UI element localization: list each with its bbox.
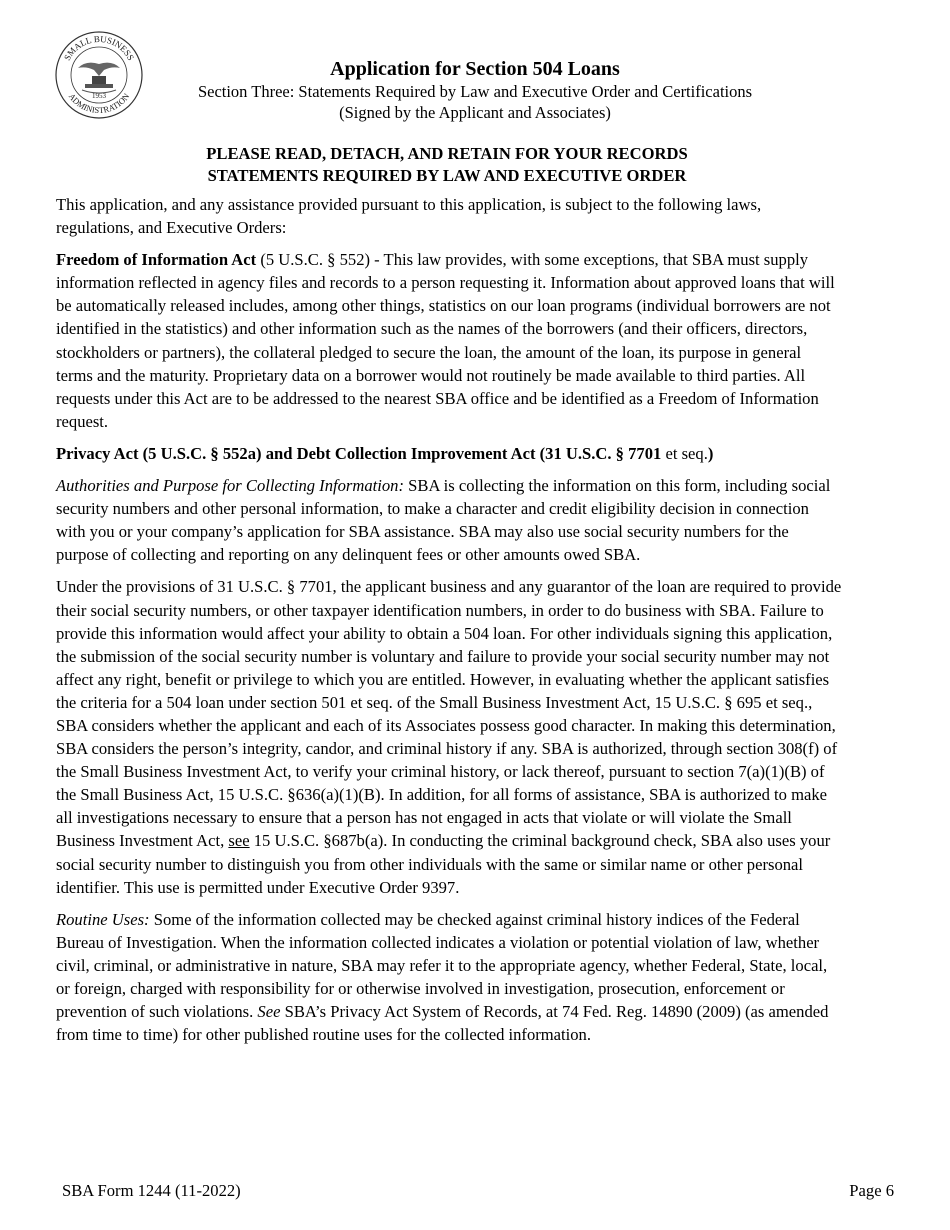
document-body <box>56 193 842 1055</box>
foia-text: - This law provides, with some exceptions, that SBA must supply information reflected in agency files and records to a person requesting it. Information about approved loans that will be automatically released includes, among other things, statistics on our loan programs (individual borrowers are not identified in the statistics) and other information such as the names of the borrowers (and their officers, directors, stockholders or partners), the collateral pledged to secure the loan, the amount of the loan, its purpose in general terms and the maturity. Proprietary data on a borrower would not routinely be made available to third parties. All requests under this Act are to be addressed to the nearest SBA office and be identified as a Freedom of Information request. <box>56 250 835 431</box>
sba-seal-logo <box>54 30 144 120</box>
svg-text:SMALL BUSINESS: SMALL BUSINESS <box>61 33 137 63</box>
notice-line-1: PLEASE READ, DETACH, AND RETAIN FOR YOUR RECORDS <box>206 144 688 163</box>
authorities-text: SBA is collecting the information on this form, including social security numbers and other personal information, to make a character and credit eligibility decision in connection with you or your company’s application for SBA assistance. SBA may also use social security numbers for the purpose of collecting and reporting on any delinquent fees or other amounts owed SBA. <box>56 476 831 565</box>
intro-paragraph: This application, and any assistance provided pursuant to this application, is subject to the following laws, regulations, and Executive Orders: <box>56 195 762 238</box>
svg-text:ADMINISTRATION: ADMINISTRATION <box>66 91 132 116</box>
foia-cite: (5 U.S.C. § 552) <box>256 250 371 270</box>
svg-text:1953: 1953 <box>92 92 106 100</box>
foia-paragraph <box>56 248 842 433</box>
foia-heading: Freedom of Information Act <box>56 250 257 270</box>
notice-line-2: STATEMENTS REQUIRED BY LAW AND EXECUTIVE ORDER <box>207 166 687 185</box>
privacy-heading: Privacy Act (5 U.S.C. § 552a) and Debt Collection Improvement Act (31 U.S.C. § 7701 et seq.) <box>56 443 714 463</box>
authorities-label: Authorities and Purpose for Collecting Information: <box>56 476 404 496</box>
retain-notice <box>56 143 838 187</box>
signed-by-note: (Signed by the Applicant and Associates) <box>339 103 611 122</box>
routine-uses-label: Routine Uses: <box>56 909 150 929</box>
see-reference: see <box>228 831 250 851</box>
page-number: Page 6 <box>849 1181 894 1200</box>
document-header <box>150 57 800 123</box>
authorities-paragraph <box>56 474 842 566</box>
provisions-paragraph: Under the provisions of 31 U.S.C. § 7701, the applicant business and any guarantor of the loan are required to provide their social security numbers, or other taxpayer identification numbers, in order to do business with SBA. Failure to provide this information would affect your ability to obtain a 504 loan. For other individuals signing this application, the submission of the social security number is voluntary and failure to provide your social security number may not affect any right, benefit or privilege to which you are entitled. However, in evaluating whether the applicant satisfies the criteria for a 504 loan under section 501 et seq. of the Small Business Investment Act, 15 U.S.C. § 695 et seq., SBA considers whether the applicant and each of its Associates possess good character. In making this determination, SBA considers the person’s integrity, candor, and criminal history if any. SBA is authorized, through section 308(f) of the Small Business Investment Act, to verify your criminal history, or lack thereof, pursuant to section 7(a)(1)(B) of the Small Business Act, 15 U.S.C. §636(a)(1)(B). In addition, for all forms of assistance, SBA is authorized to make all investigations necessary to ensure that a person has not engaged in acts that violate or will violate the Small Business Investment Act, see 15 U.S.C. §687b(a). In conducting the criminal background check, SBA also uses your social security number to distinguish you from other individuals with the same or similar name or other personal identifier. This use is permitted under Executive Order 9397. <box>56 577 842 897</box>
see-reference-italic: See <box>257 1002 281 1022</box>
section-subtitle: Section Three: Statements Required by Law and Executive Order and Certifications <box>197 82 753 101</box>
form-title: Application for Section 504 Loans <box>330 58 620 80</box>
routine-uses-paragraph: Routine Uses: Some of the information collected may be checked against criminal history indices of the Federal Bureau of Investigation. When the information collected indicates a violation or potential violation of law, whether civil, criminal, or administrative in nature, SBA may refer it to the appropriate agency, whether Federal, State, local, or foreign, charged with responsibility for or otherwise involved in investigation, prosecution, enforcement or prevention of such violations. See SBA’s Privacy Act System of Records, at 74 Fed. Reg. 14890 (2009) (as amended from time to time) for other published routine uses for the collected information. <box>56 909 829 1045</box>
form-id: SBA Form 1244 (11-2022) <box>62 1181 241 1200</box>
